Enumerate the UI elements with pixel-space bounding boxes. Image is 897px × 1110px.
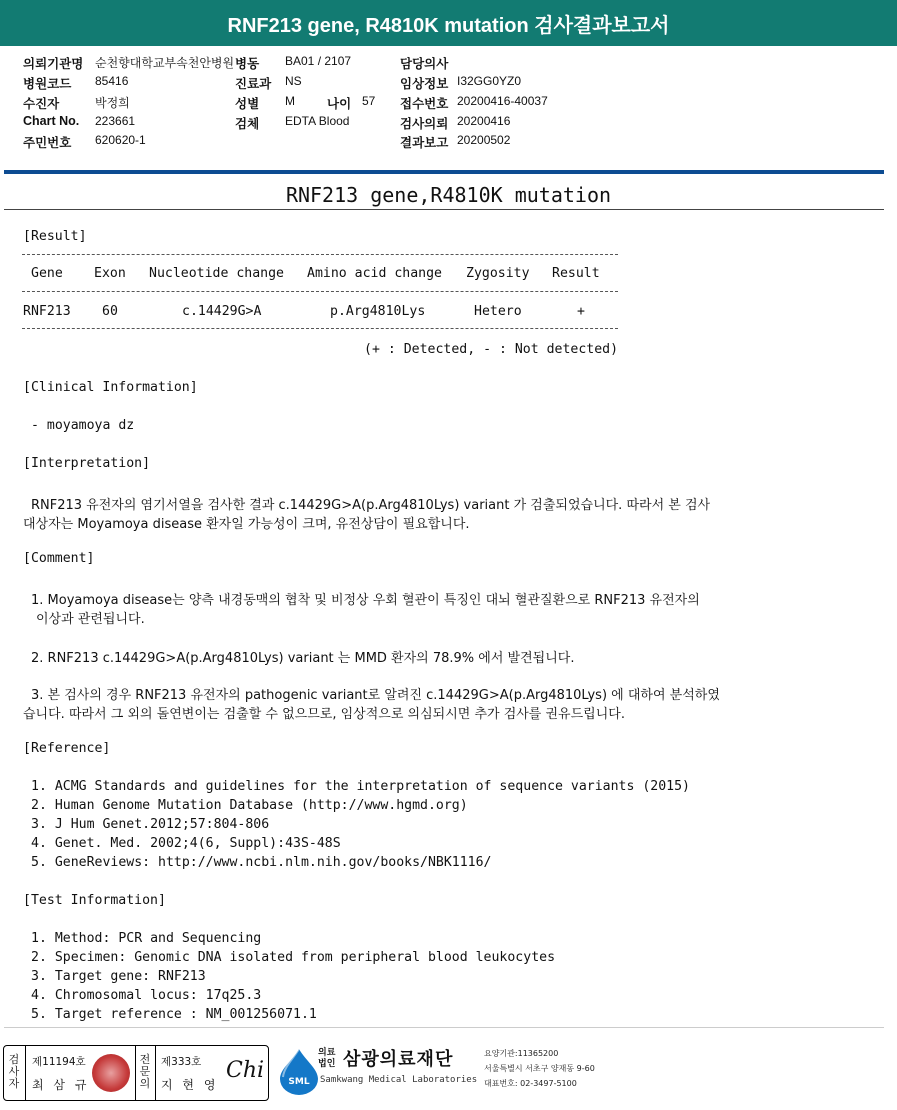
- test-info-item: 5. Target reference : NM_001256071.1: [31, 1007, 317, 1022]
- test-info-heading: [Test Information]: [23, 893, 166, 908]
- report-footer: [0, 1043, 897, 1105]
- result-legend: (+ : Detected, - : Not detected): [364, 342, 619, 357]
- result-heading: [Result]: [23, 229, 87, 244]
- field-label: 성별: [235, 97, 260, 111]
- examiner-license: 제11194호: [32, 1056, 86, 1068]
- report-title-bar: [0, 0, 897, 46]
- table-cell: c.14429G>A: [182, 304, 262, 319]
- field-value: NS: [285, 74, 302, 88]
- field-label: 담당의사: [400, 57, 449, 71]
- box-divider: [25, 1046, 26, 1100]
- field-value: 20200416: [457, 114, 511, 128]
- comment-line: 1. Moyamoya disease는 양측 내경동맥의 협착 및 비정상 우회 혈관이 특징인 대뇌 혈관질환으로 RNF213 유전자의: [31, 593, 700, 608]
- specialist-label: 전문의: [139, 1053, 151, 1090]
- sml-logo-icon: [276, 1047, 322, 1095]
- column-header: Zygosity: [466, 266, 530, 281]
- test-info-item: 4. Chromosomal locus: 17q25.3: [31, 988, 262, 1003]
- specialist-license: 제333호: [161, 1056, 202, 1068]
- field-label: 수진자: [23, 97, 60, 111]
- field-value: 57: [362, 94, 376, 108]
- field-label: 검사의뢰: [400, 117, 449, 131]
- report-title: RNF213 gene,R4810K mutation: [285, 183, 612, 207]
- table-divider: [22, 254, 618, 255]
- org-type-label: 의료: [318, 1048, 336, 1058]
- reference-item: 2. Human Genome Mutation Database (http://www.hgmd.org): [31, 798, 468, 813]
- interpretation-line: RNF213 유전자의 염기서열을 검사한 결과 c.14429G>A(p.Arg4810Lys) variant 가 검출되었습니다. 따라서 본 검사: [31, 498, 711, 513]
- test-info-item: 3. Target gene: RNF213: [31, 969, 206, 984]
- field-label: 진료과: [235, 77, 272, 91]
- info-row: [0, 74, 897, 92]
- field-value: 85416: [95, 74, 129, 88]
- field-value: BA01 / 2107: [285, 54, 352, 68]
- reference-item: 5. GeneReviews: http://www.ncbi.nlm.nih.gov/books/NBK1116/: [31, 855, 492, 870]
- field-label: 주민번호: [23, 136, 72, 150]
- field-value: M: [285, 94, 295, 108]
- test-info-item: 1. Method: PCR and Sequencing: [31, 931, 262, 946]
- reference-item: 3. J Hum Genet.2012;57:804-806: [31, 817, 270, 832]
- field-label: 접수번호: [400, 97, 449, 111]
- column-header: Exon: [94, 266, 126, 281]
- header-divider: [4, 170, 884, 174]
- box-divider: [155, 1046, 156, 1100]
- table-cell: 60: [102, 304, 118, 319]
- reference-heading: [Reference]: [23, 741, 111, 756]
- comment-heading: [Comment]: [23, 551, 95, 566]
- field-value: 순천향대학교부속천안병원: [95, 56, 235, 70]
- examiner-name: 최 삼 규: [32, 1078, 90, 1092]
- table-cell: Hetero: [474, 304, 522, 319]
- table-cell: p.Arg4810Lys: [330, 304, 426, 319]
- comment-line: 3. 본 검사의 경우 RNF213 유전자의 pathogenic variant로 알려진 c.14429G>A(p.Arg4810Lys) 에 대하여 분석하였: [31, 688, 720, 703]
- signature-box: [3, 1045, 269, 1101]
- column-header: Nucleotide change: [149, 266, 284, 281]
- comment-line: 습니다. 따라서 그 외의 돌연변이는 검출할 수 없으므로, 임상적으로 의심되시면 추가 검사를 권유드립니다.: [23, 707, 625, 722]
- column-header: Amino acid change: [307, 266, 442, 281]
- org-address: 서울특별시 서초구 양재동 9-60: [484, 1064, 595, 1073]
- field-value: 20200416-40037: [457, 94, 548, 108]
- official-seal: [92, 1054, 130, 1092]
- reference-item: 1. ACMG Standards and guidelines for the interpretation of sequence variants (2015): [31, 779, 690, 794]
- field-label: 병동: [235, 57, 260, 71]
- comment-line: 2. RNF213 c.14429G>A(p.Arg4810Lys) variant 는 MMD 환자의 78.9% 에서 발견됩니다.: [31, 651, 575, 666]
- footer-divider: [4, 1027, 884, 1028]
- org-code: 요양기관:11365200: [484, 1049, 559, 1058]
- signature: Chi: [226, 1058, 265, 1083]
- field-label: 나이: [327, 97, 352, 111]
- column-header: Gene: [31, 266, 63, 281]
- comment-line: 이상과 관련됩니다.: [36, 612, 145, 627]
- org-english-name: Samkwang Medical Laboratories: [320, 1075, 478, 1085]
- table-divider: [22, 291, 618, 292]
- report-header-title: RNF213 gene, R4810K mutation 검사결과보고서: [227, 14, 670, 37]
- clinical-text: - moyamoya dz: [31, 418, 135, 433]
- column-header: Result: [552, 266, 600, 281]
- org-type-label: 법인: [318, 1059, 336, 1069]
- info-row: [0, 54, 897, 72]
- org-name: 삼광의료재단: [343, 1049, 454, 1070]
- field-value: 20200502: [457, 133, 511, 147]
- field-value: 223661: [95, 114, 136, 128]
- field-label: 임상정보: [400, 77, 449, 91]
- box-divider: [135, 1046, 136, 1100]
- field-value: 박정희: [95, 96, 130, 110]
- field-label: Chart No.: [23, 114, 80, 128]
- interpretation-heading: [Interpretation]: [23, 456, 151, 471]
- info-row: [0, 114, 897, 132]
- clinical-heading: [Clinical Information]: [23, 380, 198, 395]
- test-info-item: 2. Specimen: Genomic DNA isolated from peripheral blood leukocytes: [31, 950, 556, 965]
- field-value: 620620-1: [95, 133, 146, 147]
- info-row: [0, 94, 897, 112]
- interpretation-line: 대상자는 Moyamoya disease 환자일 가능성이 크며, 유전상담이 필요합니다.: [23, 517, 470, 532]
- field-value: I32GG0YZ0: [457, 74, 522, 88]
- info-row: [0, 133, 897, 151]
- table-cell: +: [577, 304, 585, 319]
- field-value: EDTA Blood: [285, 114, 350, 128]
- logo-text: SML: [288, 1077, 310, 1087]
- field-label: 검체: [235, 117, 260, 131]
- field-label: 결과보고: [400, 136, 449, 150]
- specialist-name: 지 현 영: [161, 1078, 219, 1092]
- title-divider: [4, 209, 884, 210]
- reference-item: 4. Genet. Med. 2002;4(6, Suppl):43S-48S: [31, 836, 341, 851]
- org-phone: 대표번호: 02-3497-5100: [484, 1079, 577, 1088]
- examiner-label: 검사자: [8, 1053, 20, 1090]
- field-label: 의뢰기관명: [23, 57, 84, 71]
- field-label: 병원코드: [23, 77, 72, 91]
- table-cell: RNF213: [23, 304, 71, 319]
- table-divider: [22, 328, 618, 329]
